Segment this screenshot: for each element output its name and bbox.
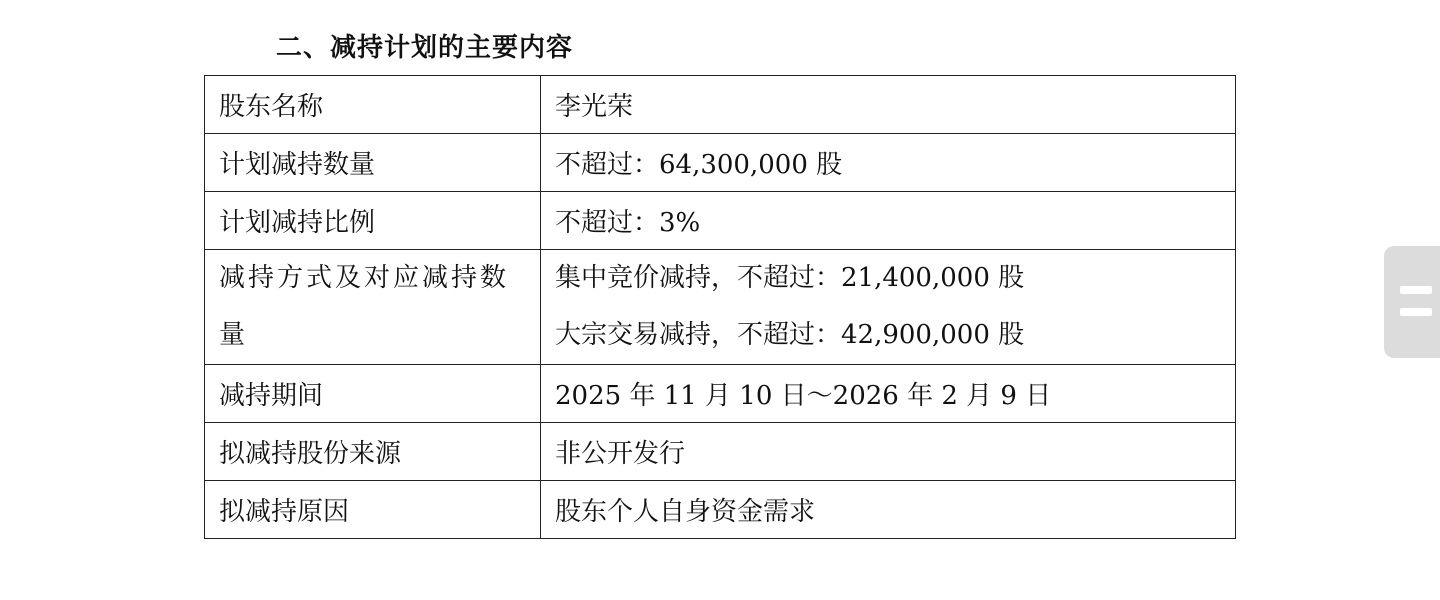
table-row (205, 365, 1236, 423)
table-row (205, 192, 1236, 250)
row-value-source: 非公开发行 (541, 423, 1236, 481)
method-centralized-bidding: 集中竞价减持，不超过：21,400,000 股 (555, 263, 1025, 293)
method-block-trade: 大宗交易减持，不超过：42,900,000 股 (555, 320, 1025, 350)
table-row (205, 423, 1236, 481)
row-key-planned-ratio: 计划减持比例 (205, 192, 541, 250)
reduction-plan-table (204, 75, 1236, 539)
drag-handle-icon (1400, 286, 1432, 294)
row-key-reason: 拟减持原因 (205, 481, 541, 539)
section-title: 二、减持计划的主要内容 (276, 33, 574, 63)
row-key-planned-quantity: 计划减持数量 (205, 134, 541, 192)
row-value-planned-ratio: 不超过：3% (541, 192, 1236, 250)
row-value-shareholder-name: 李光荣 (541, 76, 1236, 134)
row-key-period: 减持期间 (205, 365, 541, 423)
row-key-method (205, 250, 541, 365)
row-key-source: 拟减持股份来源 (205, 423, 541, 481)
row-value-method (541, 250, 1236, 365)
side-panel-handle-button[interactable] (1384, 246, 1440, 358)
row-value-period: 2025 年 11 月 10 日～2026 年 2 月 9 日 (541, 365, 1236, 423)
row-value-planned-quantity: 不超过：64,300,000 股 (541, 134, 1236, 192)
row-value-reason: 股东个人自身资金需求 (541, 481, 1236, 539)
table-row (205, 134, 1236, 192)
table-row (205, 481, 1236, 539)
drag-handle-icon-line (1400, 308, 1432, 316)
row-key-shareholder-name: 股东名称 (205, 76, 541, 134)
table-row (205, 250, 1236, 365)
row-key-method-text: 减持方式及对应减持数量 (219, 263, 510, 350)
table-row (205, 76, 1236, 134)
